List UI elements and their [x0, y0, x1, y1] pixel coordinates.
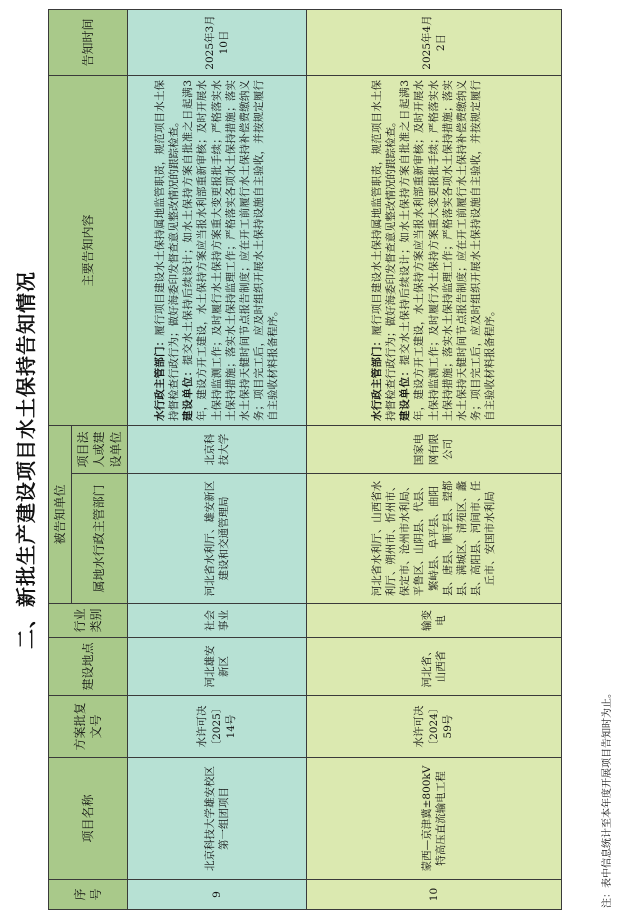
header-builder: 项目法人或建设单位 [72, 425, 128, 473]
cell-industry: 社会事业 [127, 604, 306, 638]
header-authority: 属地水行政主管部门 [72, 474, 128, 604]
cell-time: 2025年4月2日 [306, 9, 561, 75]
content-text-builder: 提交水土保持后续设计；如水土保持方案自批准之日起满3年，建设方开工建设，水土保持方案应当报水利部重新审核；及时开展水土保持监测工作；及时履行水土保持方案重大变更报批手续；严格落实水土保持措施；落实水土保持监理工作；严格落实各项水土保持措施；落实水土保持天健时间节点报告制度；应在开工前履行水土保持补偿费缴纳义务；项目完工后，应及时组织开展水土保持设施自主验收，并按规定履行自主验收材料报备程序。 [182, 79, 280, 421]
cell-index: 10 [306, 880, 561, 910]
table-row [306, 9, 561, 909]
cell-builder: 北京科技大学 [127, 425, 306, 473]
cell-name: 北京科技大学雄安校区第一组团项目 [127, 758, 306, 880]
cell-content [127, 75, 306, 425]
cell-authority: 河北省水利厅、山西省水利厅、朔州市、忻州市、保定市、沧州市水利局、平鲁区、山阴县、代县、繁峙县、阜平县、曲阳县、唐县、顺平县、望都县、满城区、清苑区、蠡县、高阳县、河间市、任丘市、安国市水利局 [306, 474, 561, 604]
content-text-authority: 履行项目建设水土保持属地监管职责，规范项目水土保持督检查行政行为；做好海委印发督查意见整改情况的跟踪检查。 [153, 79, 181, 421]
cell-content [306, 75, 561, 425]
header-content: 主要告知内容 [49, 75, 128, 425]
content-label-authority: 水行政主管部门： [153, 335, 166, 421]
content-label-authority: 水行政主管部门： [370, 335, 383, 421]
content-label-builder: 建设单位： [399, 365, 412, 421]
header-time: 告知时间 [49, 9, 128, 75]
content-label-builder: 建设单位： [182, 365, 195, 421]
cell-index: 9 [127, 880, 306, 910]
content-text-authority: 履行项目建设水土保持属地监管职责，规范项目水土保持督检查行政行为；做好海委印发督查意见整改情况的跟踪检查。 [370, 79, 398, 421]
header-industry: 行业类别 [49, 604, 128, 638]
header-name: 项目名称 [49, 758, 128, 880]
page-title: 二、新批生产建设项目水土保持告知情况 [14, 271, 38, 649]
header-notified-group: 被告知单位 [49, 425, 72, 603]
cell-approval: 水许可决〔2024〕59号 [306, 696, 561, 758]
cell-industry: 输变电 [306, 604, 561, 638]
header-index: 序号 [49, 880, 128, 910]
cell-time: 2025年3月10日 [127, 9, 306, 75]
header-location: 建设地点 [49, 638, 128, 696]
content-text-builder: 提交水土保持后续设计；如水土保持方案自批准之日起满3年，建设方开工建设，水土保持方案应当报水利部重新审核；及时开展水土保持监测工作；及时履行水土保持方案重大变更报批手续；严格落实水土保持措施；落实水土保持监理工作；严格落实各项水土保持措施；落实水土保持天健时间节点报告制度；应在开工前履行水土保持补偿费缴纳义务；项目完工后，应及时组织开展水土保持设施自主验收，并按规定履行自主验收材料报备程序。 [399, 79, 497, 421]
cell-location: 河北雄安新区 [127, 638, 306, 696]
header-row [49, 9, 72, 909]
notification-table [48, 9, 562, 910]
cell-location: 河北省、山西省 [306, 638, 561, 696]
cell-name: 蒙西—京津冀±800kV特高压直流输电工程 [306, 758, 561, 880]
cell-authority: 河北省水利厅、雄安新区建设和交通管理局 [127, 474, 306, 604]
footnote: 注：表中信息统计至本年度开展项目告知时为止。 [602, 688, 613, 908]
table-row [127, 9, 306, 909]
header-approval: 方案批复文号 [49, 696, 128, 758]
cell-builder: 国家电网有限公司 [306, 425, 561, 473]
cell-approval: 水许可决〔2025〕14号 [127, 696, 306, 758]
